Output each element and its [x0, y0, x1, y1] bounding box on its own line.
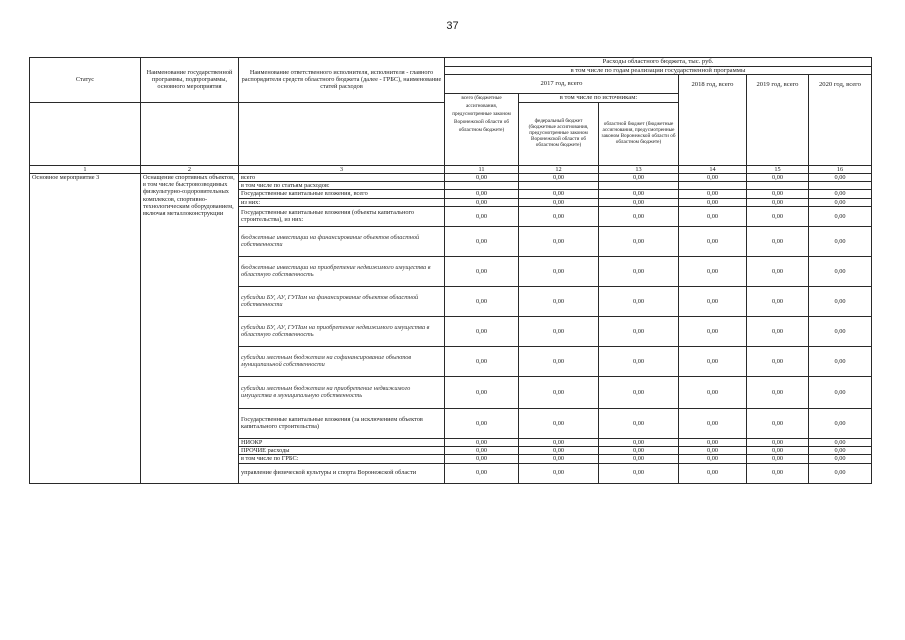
- value-cell: 0,00: [599, 198, 679, 206]
- value-cell: 0,00: [519, 346, 599, 376]
- expense-item-label: субсидии местным бюджетам на приобретение недвижимого имущества в муниципальную собственность: [239, 376, 445, 408]
- value-cell: 0,00: [679, 447, 747, 455]
- value-cell: 0,00: [519, 256, 599, 286]
- value-cell: 0,00: [747, 198, 809, 206]
- value-cell: 0,00: [747, 206, 809, 226]
- header-by-years: в том числе по годам реализации государственной программы: [445, 66, 872, 75]
- value-cell: 0,00: [809, 463, 872, 483]
- value-cell: 0,00: [599, 226, 679, 256]
- table-row: [30, 173, 872, 181]
- expense-item-label: в том числе по ГРБС:: [239, 455, 445, 463]
- value-cell: 0,00: [809, 286, 872, 316]
- value-cell: [679, 182, 747, 190]
- value-cell: 0,00: [809, 316, 872, 346]
- value-cell: 0,00: [519, 226, 599, 256]
- expense-item-label: всего: [239, 173, 445, 181]
- program-cell: Оснащение спортивных объектов, в том числе быстровозводимых физкультурно-оздоровительных комплексов, спортивно-технологическим оборудованием, включая металлоконструкции: [141, 173, 239, 483]
- expense-item-label: Государственные капитальные вложения (объекты капитального строительства), из них:: [239, 206, 445, 226]
- value-cell: 0,00: [747, 256, 809, 286]
- value-cell: 0,00: [445, 256, 519, 286]
- value-cell: 0,00: [809, 408, 872, 438]
- value-cell: 0,00: [679, 286, 747, 316]
- value-cell: 0,00: [599, 463, 679, 483]
- value-cell: 0,00: [599, 455, 679, 463]
- expense-item-label: в том числе по статьям расходов:: [239, 182, 445, 190]
- column-number: 1: [30, 165, 141, 173]
- column-number: 3: [239, 165, 445, 173]
- header-federal: федеральный бюджет (бюджетные ассигнования, предусмотренные законом Воронежской области об областном бюджете): [519, 102, 599, 165]
- value-cell: 0,00: [445, 286, 519, 316]
- column-number-row: [30, 165, 872, 173]
- header-year-2019: 2019 год, всего: [747, 75, 809, 166]
- value-cell: 0,00: [445, 226, 519, 256]
- value-cell: [809, 182, 872, 190]
- value-cell: 0,00: [809, 447, 872, 455]
- value-cell: 0,00: [445, 198, 519, 206]
- value-cell: 0,00: [599, 316, 679, 346]
- budget-table: [29, 57, 872, 484]
- header-program-name: Наименование государственной программы, подпрограммы, основного мероприятия: [141, 58, 239, 103]
- value-cell: 0,00: [679, 226, 747, 256]
- value-cell: 0,00: [679, 173, 747, 181]
- expense-item-label: бюджетные инвестиции на финансирование объектов областной собственности: [239, 226, 445, 256]
- value-cell: [445, 182, 519, 190]
- column-number: 2: [141, 165, 239, 173]
- column-number: 11: [445, 165, 519, 173]
- value-cell: 0,00: [519, 455, 599, 463]
- value-cell: 0,00: [747, 346, 809, 376]
- value-cell: 0,00: [747, 226, 809, 256]
- header-total-assign: всего (бюджетные ассигнования, предусмотренные законом Воронежской области об областном бюджете): [445, 94, 519, 166]
- value-cell: 0,00: [679, 206, 747, 226]
- value-cell: 0,00: [599, 286, 679, 316]
- value-cell: [747, 182, 809, 190]
- column-number: 15: [747, 165, 809, 173]
- value-cell: 0,00: [599, 438, 679, 446]
- header-year-2018: 2018 год, всего: [679, 75, 747, 166]
- value-cell: 0,00: [809, 438, 872, 446]
- value-cell: 0,00: [519, 198, 599, 206]
- value-cell: 0,00: [747, 190, 809, 198]
- expense-item-label: НИОКР: [239, 438, 445, 446]
- value-cell: 0,00: [809, 376, 872, 408]
- expense-item-label: субсидии БУ, АУ, ГУПам на финансирование объектов областной собственности: [239, 286, 445, 316]
- value-cell: 0,00: [679, 198, 747, 206]
- value-cell: 0,00: [445, 438, 519, 446]
- value-cell: 0,00: [747, 376, 809, 408]
- value-cell: 0,00: [679, 438, 747, 446]
- value-cell: 0,00: [747, 408, 809, 438]
- header-year-2020: 2020 год, всего: [809, 75, 872, 166]
- value-cell: 0,00: [445, 408, 519, 438]
- expense-item-label: из них:: [239, 198, 445, 206]
- value-cell: 0,00: [679, 376, 747, 408]
- value-cell: 0,00: [679, 256, 747, 286]
- value-cell: 0,00: [599, 190, 679, 198]
- value-cell: 0,00: [809, 198, 872, 206]
- value-cell: 0,00: [747, 316, 809, 346]
- header-year-2017: 2017 год, всего: [445, 75, 679, 94]
- value-cell: 0,00: [445, 190, 519, 198]
- value-cell: 0,00: [445, 206, 519, 226]
- value-cell: 0,00: [679, 408, 747, 438]
- value-cell: [519, 182, 599, 190]
- value-cell: 0,00: [809, 173, 872, 181]
- value-cell: 0,00: [747, 455, 809, 463]
- value-cell: 0,00: [519, 206, 599, 226]
- value-cell: 0,00: [747, 447, 809, 455]
- value-cell: [599, 182, 679, 190]
- value-cell: 0,00: [445, 346, 519, 376]
- expense-item-label: субсидии БУ, АУ, ГУПам на приобретение недвижимого имущества в областную собственность: [239, 316, 445, 346]
- value-cell: 0,00: [519, 190, 599, 198]
- expense-item-label: субсидии местным бюджетам на софинансирование объектов муниципальной собственности: [239, 346, 445, 376]
- value-cell: 0,00: [809, 226, 872, 256]
- value-cell: 0,00: [809, 455, 872, 463]
- page-number: 37: [446, 20, 459, 32]
- value-cell: 0,00: [445, 376, 519, 408]
- value-cell: 0,00: [599, 447, 679, 455]
- value-cell: 0,00: [679, 463, 747, 483]
- value-cell: 0,00: [599, 346, 679, 376]
- header-by-sources: в том числе по источникам:: [519, 94, 679, 103]
- column-number: 16: [809, 165, 872, 173]
- value-cell: 0,00: [445, 316, 519, 346]
- value-cell: 0,00: [747, 286, 809, 316]
- header-executor-name: Наименование ответственного исполнителя, исполнителя - главного распорядителя средств областного бюджета (далее - ГРБС), наименование статей расходов: [239, 58, 445, 103]
- value-cell: 0,00: [445, 455, 519, 463]
- value-cell: 0,00: [679, 190, 747, 198]
- column-number: 14: [679, 165, 747, 173]
- value-cell: 0,00: [809, 256, 872, 286]
- value-cell: 0,00: [519, 463, 599, 483]
- value-cell: 0,00: [519, 376, 599, 408]
- value-cell: 0,00: [679, 316, 747, 346]
- column-number: 13: [599, 165, 679, 173]
- value-cell: 0,00: [679, 346, 747, 376]
- value-cell: 0,00: [599, 256, 679, 286]
- value-cell: 0,00: [809, 190, 872, 198]
- value-cell: 0,00: [519, 316, 599, 346]
- header-expenses: Расходы областного бюджета, тыс. руб.: [445, 58, 872, 67]
- expense-item-label: Государственные капитальные вложения (за исключением объектов капитального строительства): [239, 408, 445, 438]
- expense-item-label: бюджетные инвестиции на приобретение недвижимого имущества в областную собственность: [239, 256, 445, 286]
- status-cell: Основное мероприятие 3: [30, 173, 141, 483]
- value-cell: 0,00: [747, 173, 809, 181]
- value-cell: 0,00: [445, 173, 519, 181]
- value-cell: 0,00: [519, 438, 599, 446]
- expense-item-label: ПРОЧИЕ расходы: [239, 447, 445, 455]
- value-cell: 0,00: [599, 173, 679, 181]
- value-cell: 0,00: [679, 455, 747, 463]
- value-cell: 0,00: [519, 286, 599, 316]
- value-cell: 0,00: [519, 447, 599, 455]
- value-cell: 0,00: [445, 463, 519, 483]
- header-status: Статус: [30, 58, 141, 103]
- value-cell: 0,00: [809, 346, 872, 376]
- value-cell: 0,00: [747, 463, 809, 483]
- value-cell: 0,00: [599, 408, 679, 438]
- column-number: 12: [519, 165, 599, 173]
- value-cell: 0,00: [519, 408, 599, 438]
- value-cell: 0,00: [747, 438, 809, 446]
- value-cell: 0,00: [599, 376, 679, 408]
- value-cell: 0,00: [599, 206, 679, 226]
- value-cell: 0,00: [445, 447, 519, 455]
- value-cell: 0,00: [519, 173, 599, 181]
- expense-item-label: управление физической культуры и спорта Воронежской области: [239, 463, 445, 483]
- expense-item-label: Государственные капитальные вложения, всего: [239, 190, 445, 198]
- header-regional: областной бюджет (бюджетные ассигнования, предусмотренные законом Воронежской области об областном бюджете): [599, 102, 679, 165]
- value-cell: 0,00: [809, 206, 872, 226]
